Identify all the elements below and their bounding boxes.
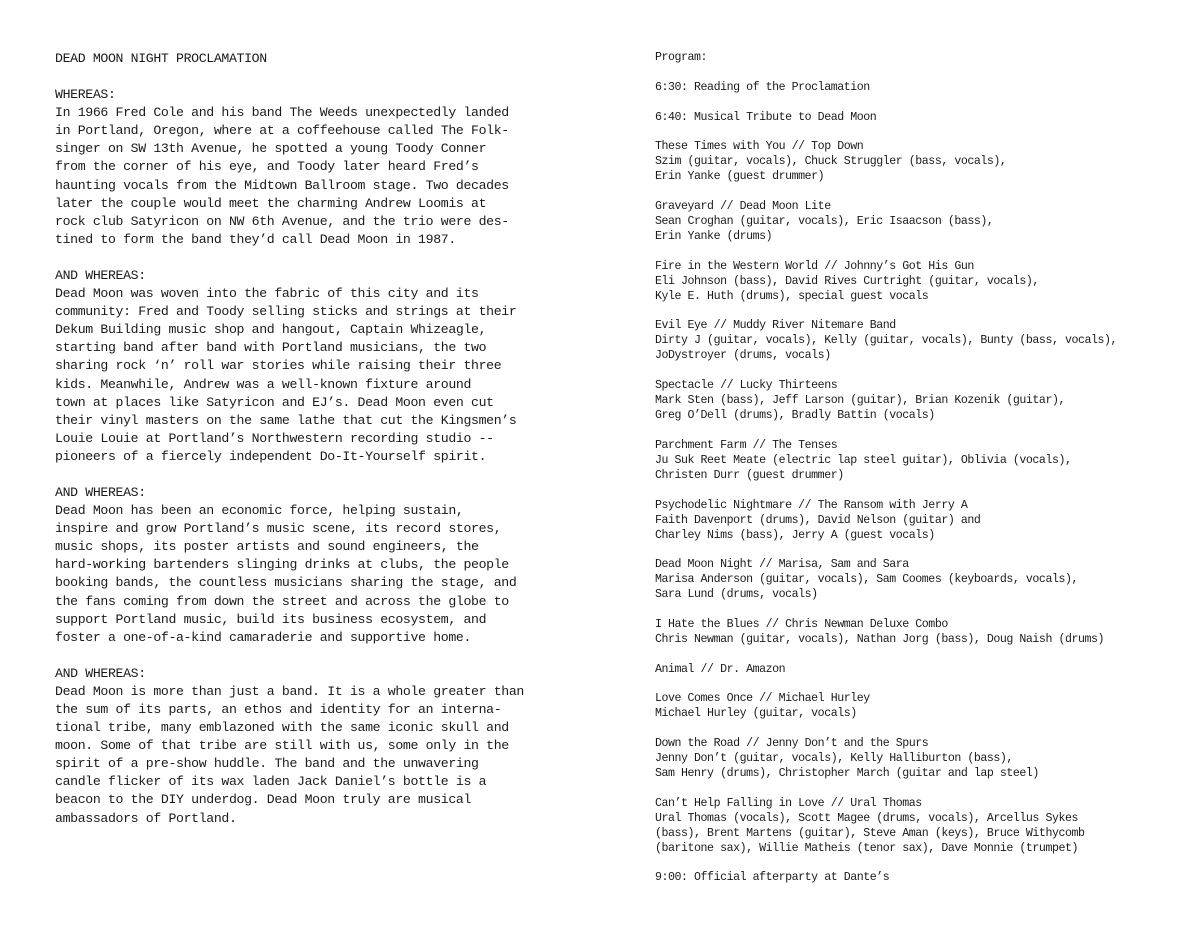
program-entry	[655, 378, 1185, 423]
program-entry	[655, 557, 1185, 602]
program-entry-performers: JoDystroyer (drums, vocals)	[655, 349, 831, 363]
proclamation-section	[55, 267, 550, 466]
program-entry-performers: Erin Yanke (guest drummer)	[655, 170, 825, 184]
program-entry-title: 9:00: Official afterparty at Dante’s	[655, 871, 890, 885]
program-entry-title: Dead Moon Night // Marisa, Sam and Sara	[655, 558, 909, 572]
program-column	[655, 50, 1185, 900]
program-entry	[655, 796, 1185, 856]
paragraph-line: spirit of a pre-show huddle. The band and the unwavering	[55, 756, 479, 772]
program-entry	[655, 691, 1185, 721]
program-entry	[655, 870, 1185, 885]
program-entry	[655, 110, 1185, 125]
program-entry-title: Down the Road // Jenny Don’t and the Spurs	[655, 736, 929, 750]
program-entry-title: Parchment Farm // The Tenses	[655, 438, 838, 452]
section-paragraph	[55, 285, 550, 466]
program-entry-title: Graveyard // Dead Moon Lite	[655, 200, 831, 214]
program-entry	[655, 80, 1185, 95]
paragraph-line: sharing rock ‘n’ roll war stories while raising their three	[55, 358, 502, 374]
program-entry-performers: (bass), Brent Martens (guitar), Steve Aman (keys), Bruce Withycomb	[655, 826, 1085, 840]
program-entry	[655, 259, 1185, 304]
paragraph-line: Dead Moon has been an economic force, helping sustain,	[55, 503, 464, 519]
paragraph-line: Dead Moon is more than just a band. It is a whole greater than	[55, 683, 524, 699]
program-entry	[655, 498, 1185, 543]
paragraph-line: music shops, its poster artists and sound engineers, the	[55, 539, 479, 555]
program-entry-performers: Marisa Anderson (guitar, vocals), Sam Coomes (keyboards, vocals),	[655, 573, 1078, 587]
section-paragraph	[55, 104, 550, 249]
paragraph-line: haunting vocals from the Midtown Ballroom stage. Two decades	[55, 177, 509, 193]
section-heading: WHEREAS:	[55, 87, 116, 103]
program-entry-performers: Eli Johnson (bass), David Rives Curtright (guitar, vocals),	[655, 274, 1039, 288]
paragraph-line: in Portland, Oregon, where at a coffeehouse called The Folk-	[55, 123, 509, 139]
program-entry-title: Evil Eye // Muddy River Nitemare Band	[655, 319, 896, 333]
paragraph-line: community: Fred and Toody selling sticks and strings at their	[55, 304, 517, 320]
program-entry	[655, 438, 1185, 483]
program-entry-performers: (baritone sax), Willie Matheis (tenor sax), Dave Monnie (trumpet)	[655, 841, 1078, 855]
paragraph-line: rock club Satyricon on NW 6th Avenue, and the trio were des-	[55, 213, 509, 229]
paragraph-line: hard-working bartenders slinging drinks at clubs, the people	[55, 557, 509, 573]
paragraph-line: Louie Louie at Portland’s Northwestern recording studio --	[55, 430, 494, 446]
program-label: Program:	[655, 51, 708, 64]
program-entry-title: Psychodelic Nightmare // The Ransom with Jerry A	[655, 498, 968, 512]
section-heading: AND WHEREAS:	[55, 665, 146, 681]
section-heading: AND WHEREAS:	[55, 484, 146, 500]
program-entry	[655, 199, 1185, 244]
proclamation-sections	[55, 86, 550, 828]
section-paragraph	[55, 502, 550, 647]
paragraph-line: the sum of its parts, an ethos and identity for an interna-	[55, 702, 502, 717]
program-entry-performers: Greg O’Dell (drums), Bradly Battin (vocals)	[655, 409, 935, 423]
paragraph-line: tional tribe, many emblazoned with the same iconic skull and	[55, 720, 509, 736]
paragraph-line: their vinyl masters on the same lathe that cut the Kingsmen’s	[55, 412, 517, 428]
program-entry-title: 6:30: Reading of the Proclamation	[655, 81, 870, 94]
program-entry-performers: Sam Henry (drums), Christopher March (guitar and lap steel)	[655, 766, 1039, 780]
program-entry-performers: Erin Yanke (drums)	[655, 230, 773, 244]
paragraph-line: beacon to the DIY underdog. Dead Moon truly are musical	[55, 792, 472, 808]
paragraph-line: from the corner of his eye, and Toody later heard Fred’s	[55, 159, 479, 175]
section-heading: AND WHEREAS:	[55, 267, 146, 283]
program-entry-performers: Mark Sten (bass), Jeff Larson (guitar), Brian Kozenik (guitar),	[655, 394, 1065, 408]
program-entry-performers: Chris Newman (guitar, vocals), Nathan Jorg (bass), Doug Naish (drums)	[655, 632, 1105, 646]
paragraph-line: booking bands, the countless musicians sharing the stage, and	[55, 575, 517, 591]
paragraph-line: town at places like Satyricon and EJ’s. Dead Moon even cut	[55, 394, 494, 410]
program-entry-title: Spectacle // Lucky Thirteens	[655, 379, 838, 393]
proclamation-section	[55, 86, 550, 249]
program-entry-performers: Sean Croghan (guitar, vocals), Eric Isaacson (bass),	[655, 215, 994, 229]
program-entry-performers: Christen Durr (guest drummer)	[655, 468, 844, 482]
paragraph-line: candle flicker of its wax laden Jack Daniel’s bottle is a	[55, 774, 487, 790]
paragraph-line: ambassadors of Portland.	[55, 810, 237, 826]
program-entry-performers: Charley Nims (bass), Jerry A (guest vocals)	[655, 528, 935, 542]
proclamation-section	[55, 665, 550, 828]
program-entry-performers: Michael Hurley (guitar, vocals)	[655, 707, 857, 721]
program-entry-title: I Hate the Blues // Chris Newman Deluxe Combo	[655, 617, 948, 631]
paragraph-line: support Portland music, build its business ecosystem, and	[55, 611, 487, 627]
program-entry-performers: Sara Lund (drums, vocals)	[655, 588, 818, 602]
program-entry	[655, 318, 1185, 363]
program-entry-performers: Szim (guitar, vocals), Chuck Struggler (bass, vocals),	[655, 155, 1007, 169]
paragraph-line: the fans coming from down the street and across the globe to	[55, 593, 509, 609]
program-entry	[655, 617, 1185, 647]
proclamation-title: DEAD MOON NIGHT PROCLAMATION	[55, 51, 267, 66]
proclamation-section	[55, 484, 550, 647]
program-entry-title: Fire in the Western World // Johnny’s Got His Gun	[655, 259, 974, 273]
program-entry-performers: Kyle E. Huth (drums), special guest vocals	[655, 289, 929, 303]
program-entry-performers: Faith Davenport (drums), David Nelson (guitar) and	[655, 513, 981, 527]
paragraph-line: later the couple would meet the charming Andrew Loomis at	[55, 195, 487, 211]
paragraph-line: pioneers of a fiercely independent Do-It-Yourself spirit.	[55, 448, 487, 464]
paragraph-line: moon. Some of that tribe are still with us, some only in the	[55, 738, 509, 754]
paragraph-line: In 1966 Fred Cole and his band The Weeds unexpectedly landed	[55, 105, 509, 121]
program-entry-title: These Times with You // Top Down	[655, 140, 864, 154]
program-entry	[655, 662, 1185, 677]
paragraph-line: Dead Moon was woven into the fabric of this city and its	[55, 286, 479, 302]
program-entry-performers: Ju Suk Reet Meate (electric lap steel guitar), Oblivia (vocals),	[655, 453, 1072, 467]
paragraph-line: starting band after band with Portland musicians, the two	[55, 340, 487, 356]
paragraph-line: kids. Meanwhile, Andrew was a well-known fixture around	[55, 376, 472, 392]
paragraph-line: singer on SW 13th Avenue, he spotted a young Toody Conner	[55, 141, 487, 157]
proclamation-column	[55, 50, 550, 846]
program-entry-performers: Jenny Don’t (guitar, vocals), Kelly Halliburton (bass),	[655, 751, 1013, 765]
program-entry-title: Can’t Help Falling in Love // Ural Thomas	[655, 796, 922, 810]
program-entries	[655, 80, 1185, 885]
paragraph-line: Dekum Building music shop and hangout, Captain Whizeagle,	[55, 322, 487, 338]
program-entry-performers: Dirty J (guitar, vocals), Kelly (guitar, vocals), Bunty (bass, vocals),	[655, 334, 1118, 348]
program-entry-performers: Ural Thomas (vocals), Scott Magee (drums, vocals), Arcellus Sykes	[655, 811, 1078, 825]
program-entry-title: Animal // Dr. Amazon	[655, 662, 786, 676]
program-entry-title: Love Comes Once // Michael Hurley	[655, 692, 870, 706]
section-paragraph	[55, 683, 550, 828]
paragraph-line: foster a one-of-a-kind camaraderie and supportive home.	[55, 629, 472, 645]
paragraph-line: inspire and grow Portland’s music scene, its record stores,	[55, 521, 502, 537]
program-entry	[655, 736, 1185, 781]
program-entry-title: 6:40: Musical Tribute to Dead Moon	[655, 110, 877, 124]
program-entry	[655, 139, 1185, 184]
paragraph-line: tined to form the band they’d call Dead Moon in 1987.	[55, 231, 456, 247]
